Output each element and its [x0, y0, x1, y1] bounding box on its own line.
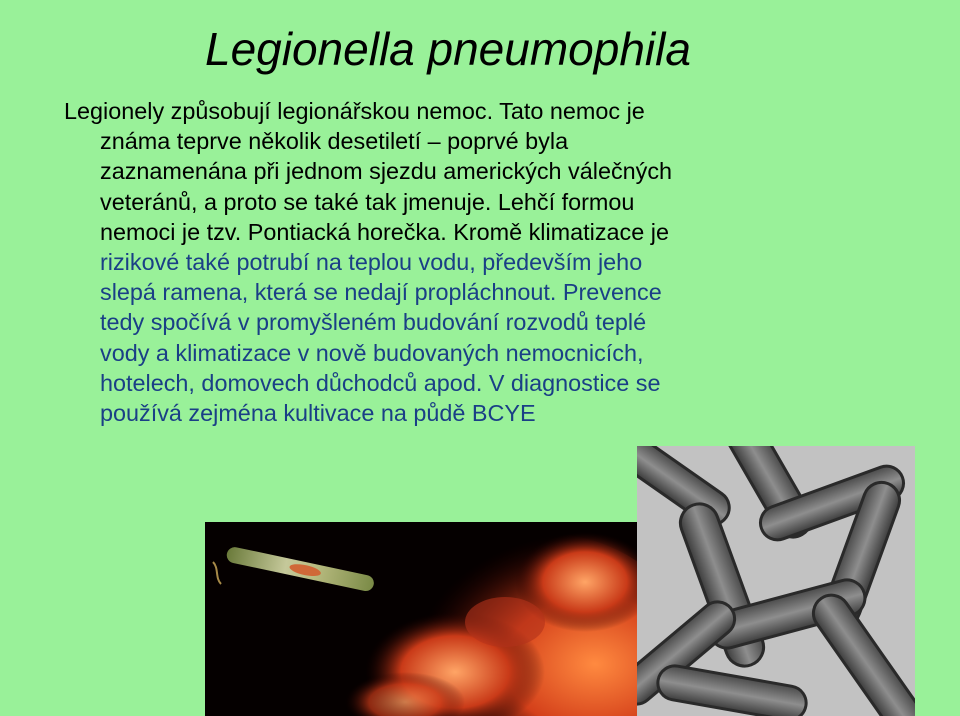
micrograph-color-svg: [205, 522, 637, 716]
micrograph-color-image: [205, 522, 637, 716]
micrograph-bw-svg: [637, 446, 915, 716]
body-line: slepá ramena, která se nedají propláchnout. Prevence: [100, 279, 662, 306]
body-line: rizikové také potrubí na teplou vodu, především jeho: [100, 249, 643, 276]
slide-title: Legionella pneumophila: [205, 23, 691, 75]
micrograph-bw-image: [637, 446, 915, 716]
slide-body: [64, 96, 934, 428]
body-line: vody a klimatizace v nově budovaných nemocnicích,: [100, 339, 644, 366]
body-line: tedy spočívá v promyšleném budování rozvodů teplé: [100, 309, 647, 336]
body-line: nemoci je tzv. Pontiacká horečka. Kromě klimatizace je: [100, 218, 669, 245]
body-line: veteránů, a proto se také tak jmenuje. Lehčí formou: [100, 188, 635, 215]
body-line: známa teprve několik desetiletí – poprvé byla: [100, 128, 569, 155]
body-line: zaznamenána při jednom sjezdu amerických válečných: [100, 158, 673, 185]
body-line: Legionely způsobují legionářskou nemoc. Tato nemoc je: [64, 98, 645, 124]
body-line: hotelech, domovech důchodců apod. V diagnostice se: [100, 369, 661, 396]
body-line: používá zejména kultivace na půdě BCYE: [100, 400, 536, 427]
